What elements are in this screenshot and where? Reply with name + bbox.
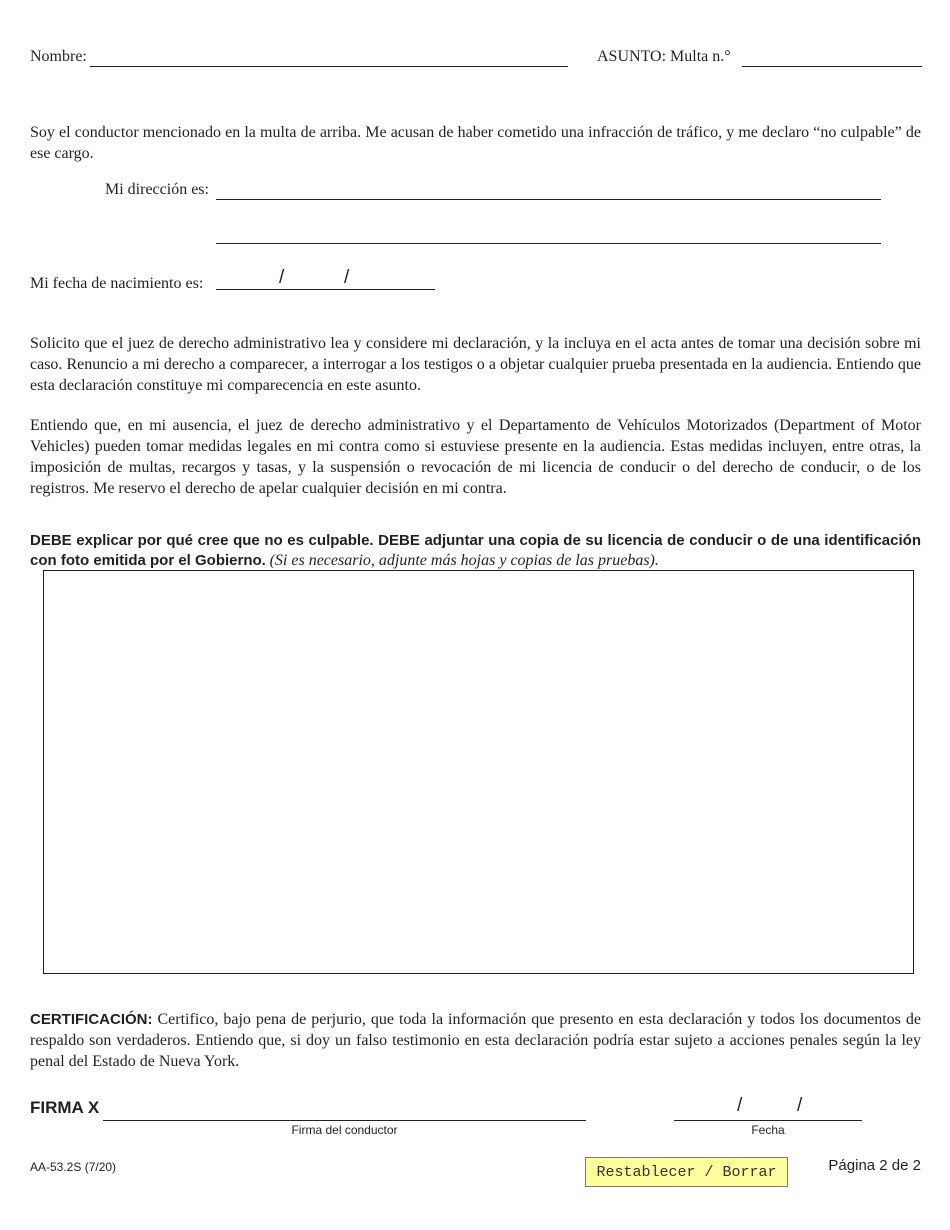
explanation-box [43, 570, 914, 974]
explanation-instruction-italic: (Si es necesario, adjunte más hojas y copias de las pruebas). [269, 552, 659, 569]
ticket-number-label: ASUNTO: Multa n.° [597, 48, 731, 65]
name-label: Nombre: [30, 48, 87, 65]
signature-underline [103, 1120, 586, 1121]
certification-text: Certifico, bajo pena de perjurio, que toda la información que presento en esta declaración y todos los documentos de respaldo son verdaderos. Entiendo que, si doy un falso testimonio en esta declaración podría estar sujeto a acciones penales según la ley penal del Estado de Nueva York. [30, 1011, 922, 1070]
reset-clear-button[interactable]: Restablecer / Borrar [585, 1157, 788, 1187]
date-separator-2: / [797, 1095, 803, 1116]
ticket-number-input[interactable] [744, 47, 920, 65]
birthdate-day-input[interactable] [290, 272, 342, 288]
date-separator-1: / [737, 1095, 743, 1116]
explanation-textarea[interactable] [44, 571, 913, 973]
explanation-instruction-bold: DEBE explicar por qué cree que no es culpable. DEBE adjuntar una copia de su licencia de conducir o de una identificación con foto emitida por el Gobierno. [30, 532, 921, 569]
explanation-instruction [30, 531, 921, 571]
date-underline [674, 1120, 862, 1121]
signature-input[interactable] [106, 1100, 584, 1119]
address-input-line-2[interactable] [218, 224, 879, 242]
intro-statement: Soy el conductor mencionado en la multa de arriba. Me acusan de haber cometido una infracción de tráfico, y me declaro “no culpable” de ese cargo. [30, 124, 921, 162]
absence-paragraph: Entiendo que, en mi ausencia, el juez de derecho administrativo y el Departamento de Vehículos Motorizados (Department of Motor Vehicles) pueden tomar medidas legales en mi contra como si estuviese presente en la audiencia. Estas medidas incluyen, entre otras, la imposición de multas, recargos y tasas, y la suspensión o revocación de mi licencia de conducir o del derecho de conducir, o de los registros. Me reservo el derecho de apelar cualquier decisión en mi contra. [30, 417, 921, 497]
form-code: AA-53.2S (7/20) [30, 1160, 117, 1174]
birthdate-underline [216, 289, 435, 290]
birthdate-year-input[interactable] [356, 272, 432, 288]
birthdate-month-input[interactable] [220, 272, 276, 288]
birthdate-separator-1: / [279, 267, 285, 288]
address-underline-1 [216, 199, 881, 200]
certification-label: CERTIFICACIÓN: [30, 1011, 153, 1028]
request-paragraph: Solicito que el juez de derecho administrativo lea y considere mi declaración, y la incluya en el acta antes de tomar una decisión sobre mi caso. Renuncio a mi derecho a comparecer, a interrogar a los testigos o a objetar cualquier prueba presentada en la audiencia. Entiendo que esta declaración constituye mi comparecencia en este asunto. [30, 335, 921, 394]
date-year-input[interactable] [810, 1102, 860, 1119]
birthdate-separator-2: / [344, 267, 350, 288]
birthdate-label: Mi fecha de nacimiento es: [30, 275, 204, 292]
date-caption: Fecha [751, 1123, 785, 1137]
signature-label: FIRMA X [30, 1098, 100, 1117]
address-label: Mi dirección es: [105, 181, 209, 198]
name-input[interactable] [92, 47, 566, 65]
name-underline [90, 66, 568, 67]
certification-paragraph [30, 1009, 921, 1072]
date-month-input[interactable] [678, 1102, 734, 1119]
address-input-line-1[interactable] [218, 180, 879, 198]
address-underline-2 [216, 243, 881, 244]
signature-caption: Firma del conductor [291, 1123, 398, 1137]
date-day-input[interactable] [750, 1102, 794, 1119]
page-indicator: Página 2 de 2 [828, 1157, 921, 1174]
ticket-number-underline [742, 66, 922, 67]
